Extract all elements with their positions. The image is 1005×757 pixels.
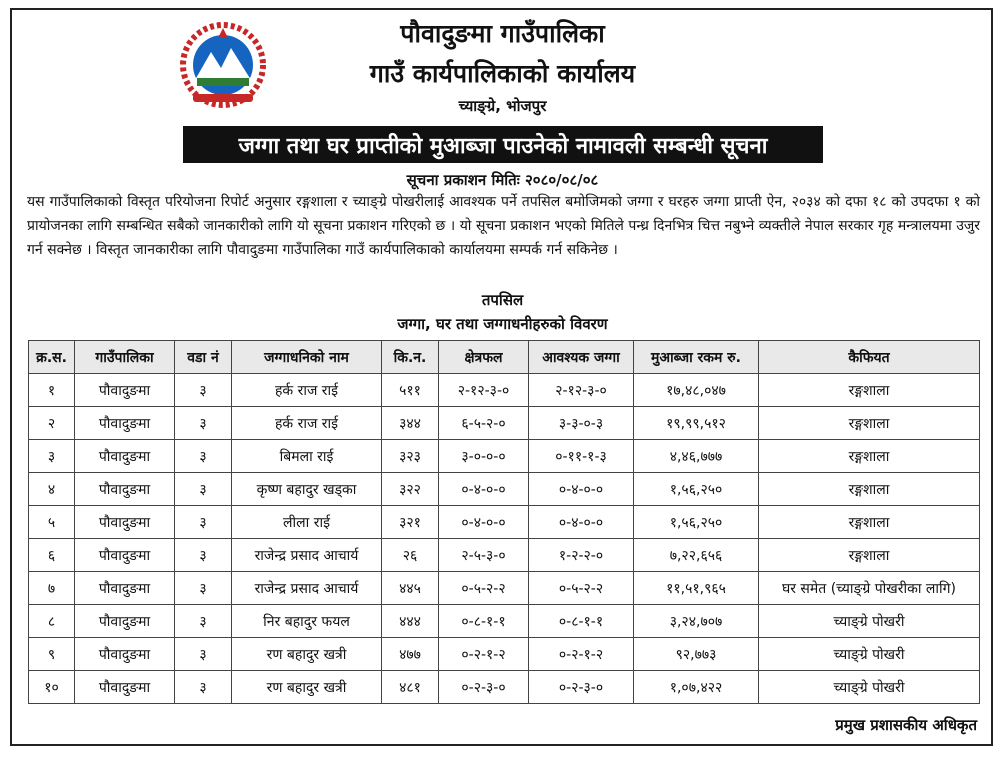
table-cell: ०-२-१-२ (529, 638, 634, 671)
table-cell: ७,२२,६५६ (634, 539, 759, 572)
table-cell: ९२,७७३ (634, 638, 759, 671)
notice-body: यस गाउँपालिकाको विस्तृत परियोजना रिपोर्ट अनुसार रङ्गशाला र च्याङ्ग्रे पोखरीलाई आवश्यक पर्ने तपसिल बमोजिमको जग्गा र घरहरु जग्गा प्राप्ती ऐन, २०३४ को दफा १८ को उपदफा १ को प्रायोजनका लागि सम्बन्धित सबैको जानकारीको लागि यो सूचना प्रकाशन गरिएको छ । यो सूचना प्रकाशन भएको मितिले पन्ध्र दिनभित्र चित्त नबुभ्ने व्यक्तीले नेपाल सरकार गृह मन्त्रालयमा उजुर गर्न सक्नेछ । विस्तृत जानकारीका लागि पौवादुङमा गाउँपालिका गाउँ कार्यपालिकाको कार्यालयमा सम्पर्क गर्न सकिनेछ । (27, 194, 980, 258)
table-row (29, 638, 980, 671)
table-cell: ३२२ (382, 473, 439, 506)
table-cell: ४ (29, 473, 75, 506)
office-title: गाउँ कार्यपालिकाको कार्यालय (369, 59, 636, 88)
table-cell: पौवादुङमा (75, 473, 175, 506)
schedule-subheading: जग्गा, घर तथा जग्गाधनीहरुको विवरण (397, 315, 608, 333)
table-cell: ३ (175, 473, 232, 506)
table-cell: पौवादुङमा (75, 572, 175, 605)
table-cell: घर समेत (च्याङ्ग्रे पोखरीका लागि) (759, 572, 980, 605)
table-row (29, 440, 980, 473)
col-header: कि.न. (382, 341, 439, 374)
table-cell: रङ्गशाला (759, 440, 980, 473)
table-cell: पौवादुङमा (75, 539, 175, 572)
col-header: क्षेत्रफल (439, 341, 529, 374)
table-cell: ३४४ (382, 407, 439, 440)
table-cell: ०-४-०-० (439, 506, 529, 539)
table-row (29, 374, 980, 407)
table-cell: ३ (175, 440, 232, 473)
table-cell: लीला राई (232, 506, 382, 539)
table-cell: निर बहादुर फयल (232, 605, 382, 638)
table-cell: ०-४-०-० (529, 473, 634, 506)
table-cell: ३ (175, 605, 232, 638)
notice-banner: जग्गा तथा घर प्राप्तीको मुआब्जा पाउनेको नामावली सम्बन्धी सूचना (183, 126, 823, 163)
table-cell: १ (29, 374, 75, 407)
municipality-title: पौवादुङमा गाउँपालिका (400, 19, 605, 48)
table-cell: ०-४-०-० (439, 473, 529, 506)
table-cell: च्याङ्ग्रे पोखरी (759, 671, 980, 704)
table-cell: रङ्गशाला (759, 407, 980, 440)
table-cell: ०-५-२-२ (529, 572, 634, 605)
table-cell: ०-११-१-३ (529, 440, 634, 473)
table-cell: ५११ (382, 374, 439, 407)
table-cell: ३२३ (382, 440, 439, 473)
table-cell: १,५६,२५० (634, 506, 759, 539)
table-cell: रङ्गशाला (759, 539, 980, 572)
table-header-row (29, 341, 980, 374)
table-cell: ०-८-१-१ (529, 605, 634, 638)
table-row (29, 407, 980, 440)
table-cell: १-२-२-० (529, 539, 634, 572)
table-cell: ०-२-३-० (439, 671, 529, 704)
table-cell: ०-२-१-२ (439, 638, 529, 671)
table-cell: १० (29, 671, 75, 704)
table-cell: बिमला राई (232, 440, 382, 473)
table-cell: ४,४६,७७७ (634, 440, 759, 473)
signature-title: प्रमुख प्रशासकीय अधिकृत (835, 716, 977, 734)
table-cell: २ (29, 407, 75, 440)
table-cell: पौवादुङमा (75, 605, 175, 638)
table-cell: रङ्गशाला (759, 506, 980, 539)
table-cell: हर्क राज राई (232, 407, 382, 440)
table-cell: १,५६,२५० (634, 473, 759, 506)
table-cell: पौवादुङमा (75, 374, 175, 407)
office-location: च्याङ्ग्रे, भोजपुर (458, 97, 547, 115)
table-cell: ३२१ (382, 506, 439, 539)
table-cell: ४८१ (382, 671, 439, 704)
col-header: वडा नं (175, 341, 232, 374)
table-cell: ६-५-२-० (439, 407, 529, 440)
table-cell: ३ (175, 671, 232, 704)
table-cell: १९,९९,५१२ (634, 407, 759, 440)
table-cell: पौवादुङमा (75, 440, 175, 473)
table-cell: ३,२४,७०७ (634, 605, 759, 638)
table-cell: ८ (29, 605, 75, 638)
col-header: आवश्यक जग्गा (529, 341, 634, 374)
table-row (29, 473, 980, 506)
table-row (29, 506, 980, 539)
table-cell: ६ (29, 539, 75, 572)
table-cell: राजेन्द्र प्रसाद आचार्य (232, 572, 382, 605)
table-cell: राजेन्द्र प्रसाद आचार्य (232, 539, 382, 572)
table-cell: कृष्ण बहादुर खड्का (232, 473, 382, 506)
table-cell: ३ (175, 407, 232, 440)
table-cell: पौवादुङमा (75, 638, 175, 671)
table-row (29, 572, 980, 605)
table-cell: २६ (382, 539, 439, 572)
table-cell: ३-०-०-० (439, 440, 529, 473)
table-cell: ३ (29, 440, 75, 473)
table-cell: पौवादुङमा (75, 671, 175, 704)
col-header: कैफियत (759, 341, 980, 374)
table-cell: १,०७,४२२ (634, 671, 759, 704)
table-cell: ३-३-०-३ (529, 407, 634, 440)
table-cell: ०-५-२-२ (439, 572, 529, 605)
schedule-heading: तपसिल (481, 291, 524, 309)
table-cell: ४७७ (382, 638, 439, 671)
table-row (29, 605, 980, 638)
col-header: जग्गाधनिको नाम (232, 341, 382, 374)
table-row (29, 671, 980, 704)
table-cell: च्याङ्ग्रे पोखरी (759, 638, 980, 671)
table-cell: ३ (175, 374, 232, 407)
col-header: क्र.स. (29, 341, 75, 374)
table-cell: ९ (29, 638, 75, 671)
col-header: गाउँपालिका (75, 341, 175, 374)
table-cell: ०-२-३-० (529, 671, 634, 704)
table-cell: पौवादुङमा (75, 506, 175, 539)
table-cell: रङ्गशाला (759, 374, 980, 407)
table-cell: २-१२-३-० (529, 374, 634, 407)
table-cell: ७ (29, 572, 75, 605)
table-cell: १७,४८,०४७ (634, 374, 759, 407)
table-cell: ३ (175, 506, 232, 539)
table-cell: २-१२-३-० (439, 374, 529, 407)
table-cell: च्याङ्ग्रे पोखरी (759, 605, 980, 638)
table-cell: रण बहादुर खत्री (232, 671, 382, 704)
table-cell: रण बहादुर खत्री (232, 638, 382, 671)
col-header: मुआब्जा रकम रु. (634, 341, 759, 374)
table-cell: २-५-३-० (439, 539, 529, 572)
compensation-table (28, 340, 980, 704)
table-cell: ०-४-०-० (529, 506, 634, 539)
table-cell: ३ (175, 539, 232, 572)
table-cell: ११,५१,९६५ (634, 572, 759, 605)
table-cell: ४४५ (382, 572, 439, 605)
table-cell: ३ (175, 572, 232, 605)
table-cell: हर्क राज राई (232, 374, 382, 407)
table-cell: ३ (175, 638, 232, 671)
table-cell: ०-८-१-१ (439, 605, 529, 638)
table-cell: रङ्गशाला (759, 473, 980, 506)
publication-date: सूचना प्रकाशन मितिः २०८०/०८/०८ (406, 171, 599, 189)
table-cell: पौवादुङमा (75, 407, 175, 440)
table-cell: ५ (29, 506, 75, 539)
table-cell: ४४४ (382, 605, 439, 638)
table-row (29, 539, 980, 572)
